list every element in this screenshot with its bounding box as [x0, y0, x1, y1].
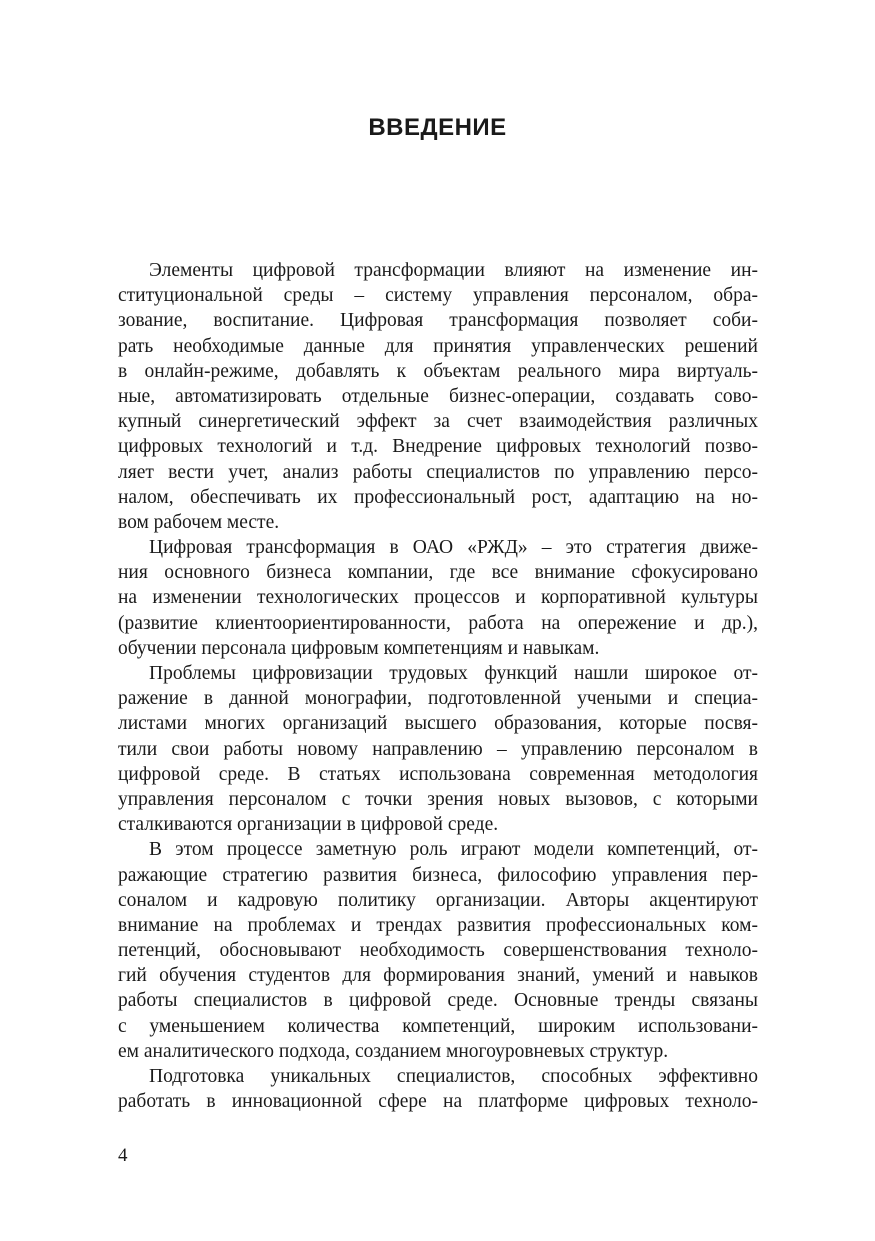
- page-title: ВВЕДЕНИЕ: [368, 114, 507, 141]
- text-line: тили свои работы новому направлению – управлению персоналом в: [118, 738, 758, 760]
- text-line: работать в инновационной сфере на платформе цифровых техноло-: [118, 1091, 758, 1113]
- text-line: цифровой среде. В статьях использована современная методология: [118, 763, 758, 785]
- text-line: Элементы цифровой трансформации влияют на изменение ин-: [149, 260, 758, 281]
- text-line: внимание на проблемах и трендах развития профессиональных ком-: [118, 914, 758, 936]
- text-line: Цифровая трансформация в ОАО «РЖД» – это стратегия движе-: [149, 537, 758, 559]
- text-line: вом рабочем месте.: [118, 511, 280, 533]
- text-line: соналом и кадровую политику организации. Авторы акцентируют: [118, 889, 758, 911]
- body-text: [118, 258, 758, 1114]
- text-line: ституциональной среды – систему управления персоналом, обра-: [118, 285, 758, 307]
- text-line: (развитие клиентоориентированности, работа на опережение и др.),: [118, 612, 758, 634]
- text-line: ния основного бизнеса компании, где все внимание сфокусировано: [118, 562, 758, 584]
- text-line: листами многих организаций высшего образования, которые посвя-: [118, 713, 758, 735]
- text-line: петенций, обосновывают необходимость совершенствования техноло-: [118, 940, 758, 962]
- text-line: на изменении технологических процессов и корпоративной культуры: [118, 587, 758, 609]
- text-line: сталкиваются организации в цифровой среде.: [118, 814, 499, 836]
- text-line: гий обучения студентов для формирования знаний, умений и навыков: [118, 965, 758, 987]
- text-line: ные, автоматизировать отдельные бизнес-операции, создавать сово-: [118, 385, 758, 407]
- text-line: обучении персонала цифровым компетенциям и навыкам.: [118, 637, 600, 659]
- text-line: ражение в данной монографии, подготовленной учеными и специа-: [118, 688, 758, 710]
- text-line: цифровых технологий и т.д. Внедрение цифровых технологий позво-: [118, 436, 758, 458]
- text-line: налом, обеспечивать их профессиональный рост, адаптацию на но-: [118, 486, 758, 508]
- text-line: с уменьшением количества компетенций, широким использовани-: [118, 1015, 758, 1037]
- text-line: купный синергетический эффект за счет взаимодействия различных: [118, 411, 758, 433]
- text-line: ляет вести учет, анализ работы специалистов по управлению персо-: [118, 461, 758, 483]
- page-number: 4: [118, 1145, 128, 1166]
- text-line: Подготовка уникальных специалистов, способных эффективно: [149, 1066, 758, 1087]
- text-line: зование, воспитание. Цифровая трансформация позволяет соби-: [118, 310, 758, 332]
- text-line: ем аналитического подхода, созданием многоуровневых структур.: [118, 1040, 669, 1062]
- text-line: В этом процессе заметную роль играют модели компетенций, от-: [149, 839, 758, 861]
- text-line: рать необходимые данные для принятия управленческих решений: [118, 335, 758, 357]
- text-line: Проблемы цифровизации трудовых функций нашли широкое от-: [149, 663, 758, 684]
- text-line: работы специалистов в цифровой среде. Основные тренды связаны: [118, 990, 758, 1012]
- text-line: в онлайн-режиме, добавлять к объектам реального мира виртуаль-: [118, 360, 758, 382]
- text-line: ражающие стратегию развития бизнеса, философию управления пер-: [118, 864, 758, 886]
- text-line: управления персоналом с точки зрения новых вызовов, с которыми: [118, 788, 758, 810]
